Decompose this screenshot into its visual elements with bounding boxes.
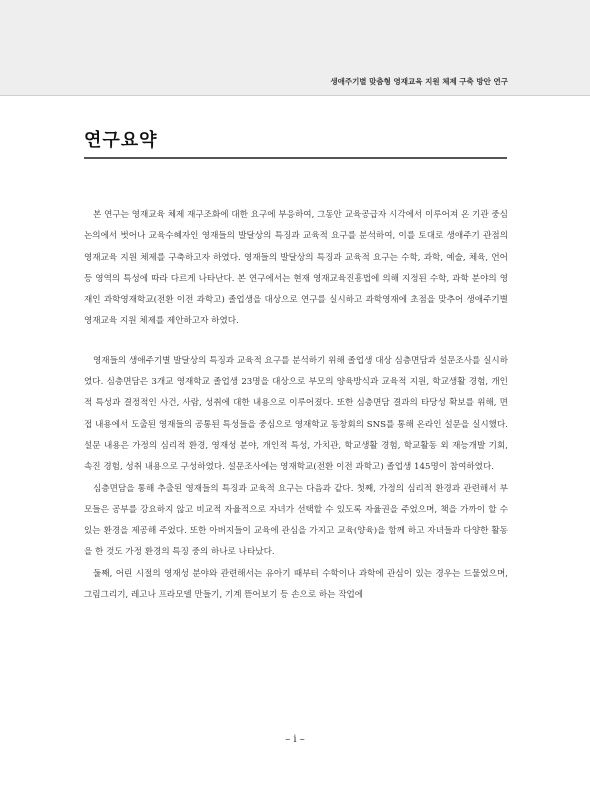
paragraph-4: 둘째, 어린 시절의 영재성 분야와 관련해서는 유아기 때부터 수학이나 과학에 관심이 있는 경우는 드물었으며, 그림그리기, 레고나 프라모델 만들기, 기계 뜯어보기 등 손으로 하는 작업에 <box>84 568 508 601</box>
header-divider <box>0 95 590 96</box>
paragraph-2: 영재들의 생애주기별 발달상의 특징과 교육적 요구를 분석하기 위해 졸업생 대상 심층면담과 설문조사를 실시하였다. 심층면담은 3개교 영재학교 졸업생 23명을 대상으로 부모의 양육방식과 교육적 지원, 학교생활 경험, 개인적 특성과 결정적인 사건, 사람, 성취에 대한 내용으로 이루어졌다. 또한 심층면담 결과의 타당성 확보를 위해, 면접 내용에서 도출된 영재들의 공통된 특성들을 중심으로 영재학교 동창회의 SNS를 통해 온라인 설문을 실시했다. 설문 내용은 가정의 심리적 환경, 영재성 분야, 개인적 특성, 가치관, 학교생활 경험, 학교활동 외 재능개발 기회, 속진 경험, 성취 내용으로 구성하였다. 설문조사에는 영재학교(전환 이전 과학고) 졸업생 145명이 참여하였다. <box>84 355 508 473</box>
section-title: 연구요약 <box>84 130 158 151</box>
running-header: 생애주기별 맞춤형 영재교육 지원 체제 구축 방안 연구 <box>330 77 508 86</box>
title-underline <box>84 157 507 159</box>
paragraph-3: 심층면담을 통해 추출된 영재들의 특징과 교육적 요구는 다음과 같다. 첫째, 가정의 심리적 환경과 관련해서 부모들은 공부를 강요하지 않고 비교적 자율적으로 자녀가 선택할 수 있도록 자율권을 주었으며, 책을 가까이 할 수 있는 환경을 제공해 주었다. 또한 아버지들이 교육에 관심을 가지고 교육(양육)을 함께 하고 자녀들과 다양한 활동을 한 것도 가정 환경의 특징 중의 하나로 나타났다. <box>84 483 508 558</box>
paragraph-1: 본 연구는 영재교육 체제 재구조화에 대한 요구에 부응하여, 그동안 교육공급자 시각에서 이루어져 온 기관 중심 논의에서 벗어나 교육수혜자인 영재들의 발달상의 특징과 교육적 요구를 분석하여, 이를 토대로 생애주기 관점의 영재교육 지원 체제를 구축하고자 하였다. 영재들의 발달상의 특징과 교육적 요구는 수학, 과학, 예술, 체육, 언어 등 영역의 특성에 따라 다르게 나타난다. 본 연구에서는 현재 영재교육진흥법에 의해 지정된 수학, 과학 분야의 영재인 과학영재학교(전환 이전 과학고) 졸업생을 대상으로 연구를 실시하고 과학영재에 초점을 맞추어 생애주기별 영재교육 지원 체제를 제안하고자 하였다. <box>84 210 508 327</box>
page-number: – i – <box>285 734 305 745</box>
body-text <box>84 205 508 606</box>
